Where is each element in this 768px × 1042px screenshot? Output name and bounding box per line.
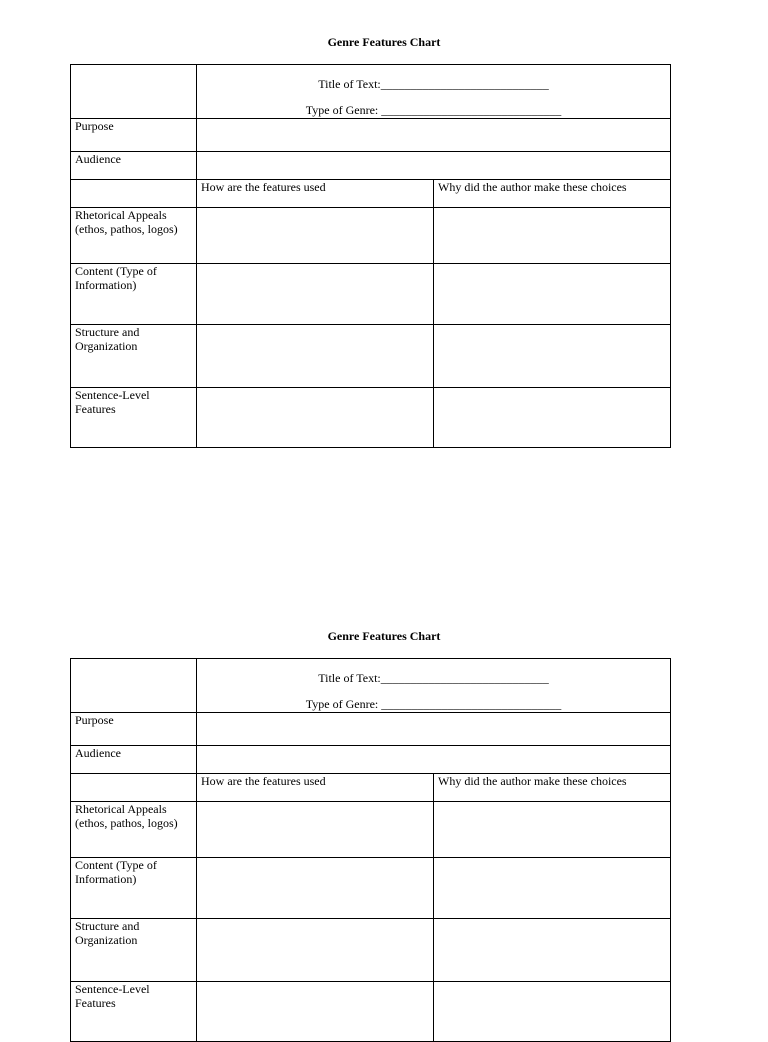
blank-header-cell bbox=[71, 774, 197, 802]
content-how-cell[interactable] bbox=[197, 264, 434, 325]
sentence-how-cell[interactable] bbox=[197, 388, 434, 448]
blank-header-cell bbox=[71, 180, 197, 208]
row-label-rhetorical: Rhetorical Appeals (ethos, pathos, logos) bbox=[71, 208, 197, 264]
chart-title: Genre Features Chart bbox=[327, 35, 441, 49]
title-of-text-line[interactable]: Title of Text:____________________________ bbox=[318, 671, 549, 685]
sentence-how-cell[interactable] bbox=[197, 982, 434, 1042]
row-label-structure: Structure and Organization bbox=[71, 325, 197, 388]
rhetorical-how-cell[interactable] bbox=[197, 802, 434, 858]
text-info-cell[interactable] bbox=[197, 65, 671, 119]
row-label-purpose: Purpose bbox=[71, 119, 197, 152]
corner-cell bbox=[71, 65, 197, 119]
row-label-sentence: Sentence-Level Features bbox=[71, 982, 197, 1042]
corner-cell bbox=[71, 659, 197, 713]
structure-how-cell[interactable] bbox=[197, 919, 434, 982]
structure-how-cell[interactable] bbox=[197, 325, 434, 388]
row-label-rhetorical: Rhetorical Appeals (ethos, pathos, logos) bbox=[71, 802, 197, 858]
rhetorical-why-cell[interactable] bbox=[434, 802, 671, 858]
audience-answer-cell[interactable] bbox=[197, 152, 671, 180]
features-table bbox=[70, 658, 671, 1042]
column-header-how: How are the features used bbox=[197, 180, 434, 208]
row-label-audience: Audience bbox=[71, 152, 197, 180]
title-of-text-line[interactable]: Title of Text:____________________________ bbox=[318, 77, 549, 91]
type-of-genre-line[interactable]: Type of Genre: ______________________________ bbox=[305, 103, 562, 117]
features-table bbox=[70, 64, 671, 448]
row-label-purpose: Purpose bbox=[71, 713, 197, 746]
sentence-why-cell[interactable] bbox=[434, 982, 671, 1042]
column-header-why: Why did the author make these choices bbox=[434, 774, 671, 802]
rhetorical-why-cell[interactable] bbox=[434, 208, 671, 264]
text-info-cell[interactable] bbox=[197, 659, 671, 713]
sentence-why-cell[interactable] bbox=[434, 388, 671, 448]
content-how-cell[interactable] bbox=[197, 858, 434, 919]
type-of-genre-line[interactable]: Type of Genre: ______________________________ bbox=[305, 697, 562, 711]
content-why-cell[interactable] bbox=[434, 858, 671, 919]
row-label-audience: Audience bbox=[71, 746, 197, 774]
row-label-content: Content (Type of Information) bbox=[71, 264, 197, 325]
purpose-answer-cell[interactable] bbox=[197, 713, 671, 746]
structure-why-cell[interactable] bbox=[434, 919, 671, 982]
chart-title: Genre Features Chart bbox=[327, 629, 441, 643]
structure-why-cell[interactable] bbox=[434, 325, 671, 388]
column-header-how: How are the features used bbox=[197, 774, 434, 802]
purpose-answer-cell[interactable] bbox=[197, 119, 671, 152]
row-label-structure: Structure and Organization bbox=[71, 919, 197, 982]
row-label-sentence: Sentence-Level Features bbox=[71, 388, 197, 448]
rhetorical-how-cell[interactable] bbox=[197, 208, 434, 264]
column-header-why: Why did the author make these choices bbox=[434, 180, 671, 208]
row-label-content: Content (Type of Information) bbox=[71, 858, 197, 919]
audience-answer-cell[interactable] bbox=[197, 746, 671, 774]
content-why-cell[interactable] bbox=[434, 264, 671, 325]
